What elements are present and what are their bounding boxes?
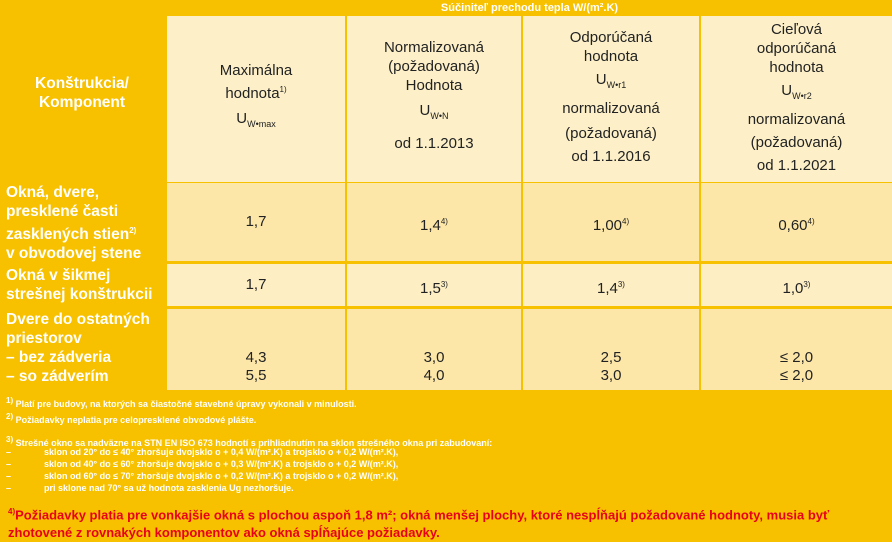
row-header-title: Konštrukcia/ Komponent	[35, 75, 129, 111]
footnote-1: 1) Platí pre budovy, na ktorých sa čiastočné stavebné úpravy vykonali v minulosti.	[6, 396, 357, 409]
table-cell: 1,00$^{4)}$	[523, 183, 699, 261]
row-label-roof-windows: Okná v šikmej strešnej konštrukcii	[6, 267, 153, 303]
footnote-3: 3) Strešné okno sa nadväzne na STN EN ISO 673 hodnotí s prihliadnutím na sklon strešného okna pri zabudovaní:	[6, 435, 493, 448]
table-cell: 0,60$^{4)}$	[701, 183, 892, 261]
footnote-3-line: sklon od 20° do ≤ 40° zhoršuje dvojsklo o + 0,4 W/(m².K) a trojsklo o + 0,2 W/(m².K),	[44, 447, 399, 457]
column-header-3: Odporúčaná hodnota $U_{W•r1}$ normalizovaná (požadovaná) od 1.1.2016	[523, 16, 699, 182]
row-label-windows: Okná, dvere, presklené časti zasklených stien$^{2)}$ v obvodovej stene	[6, 184, 142, 263]
column-header-1: Maximálna hodnota$^{1)}$ $U_{W•max}$	[167, 16, 345, 182]
table-cell: 1,5$^{3)}$	[347, 264, 521, 306]
footnote-2: 2) Požiadavky neplatia pre celopresklené obvodové plášte.	[6, 412, 257, 425]
table-cell: 4,3 5,5	[167, 309, 345, 390]
table-cell: 1,4$^{3)}$	[523, 264, 699, 306]
table-cell: 3,0 4,0	[347, 309, 521, 390]
table-cell: 1,0$^{3)}$	[701, 264, 892, 306]
footnote-3-line: sklon od 40° do ≤ 60° zhoršuje dvojsklo o + 0,3 W/(m².K) a trojsklo o + 0,2 W/(m².K),	[44, 459, 399, 469]
table-cell: 1,7	[167, 183, 345, 261]
band-title: Súčiniteľ prechodu tepla W/(m².K)	[167, 0, 892, 16]
footnote-3-line: pri sklone nad 70° sa už hodnota zasklenia Ug nezhoršuje.	[44, 483, 294, 493]
table-cell: 1,4$^{4)}$	[347, 183, 521, 261]
row-label-doors: Dvere do ostatných priestorov – bez zádveria – so zádverím	[6, 311, 150, 385]
column-header-4: Cieľová odporúčaná hodnota $U_{W•r2}$ normalizovaná (požadovaná) od 1.1.2021	[701, 16, 892, 182]
footnote-3-line: sklon od 60° do ≤ 70° zhoršuje dvojsklo o + 0,2 W/(m².K) a trojsklo o + 0,2 W/(m².K),	[44, 471, 399, 481]
table-cell: 2,5 3,0	[523, 309, 699, 390]
table-cell: ≤ 2,0 ≤ 2,0	[701, 309, 892, 390]
footnote-4: $^{4)}$Požiadavky platia pre vonkajšie okná s plochou aspoň 1,8 m²; okná menšej plochy, ktoré nespĺňajú požadované hodnoty, musia byť zhotovené z rovnakých komponentov ako okná spĺňajúce požiadavky.	[8, 507, 830, 541]
column-header-2: Normalizovaná (požadovaná) Hodnota $U_{W•N}$ od 1.1.2013	[347, 16, 521, 182]
table-cell: 1,7	[167, 264, 345, 306]
footnote-dash-column: – – – –	[6, 447, 12, 493]
